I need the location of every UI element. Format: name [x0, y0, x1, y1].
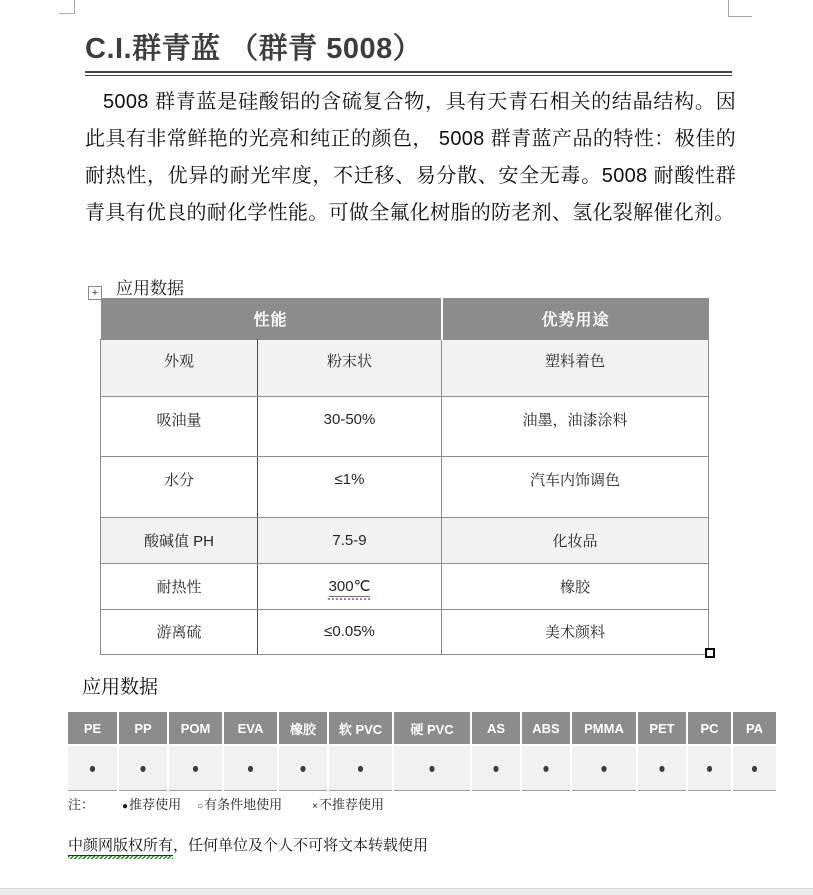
- table-row: [101, 396, 709, 456]
- material-header: POM: [168, 712, 223, 745]
- property-use: 塑料着色: [442, 339, 709, 396]
- recommended-dot-icon: ●: [492, 759, 500, 777]
- property-value: 30-50%: [258, 396, 442, 456]
- table-move-handle-icon[interactable]: +: [88, 286, 102, 300]
- crop-mark-top-left-icon: [59, 0, 75, 14]
- hollow-circle-icon: ○: [197, 801, 204, 812]
- property-value: [258, 563, 442, 609]
- copyright-line: [68, 834, 428, 855]
- material-header: PMMA: [571, 712, 637, 745]
- spellcheck-underlined-value: 300℃: [328, 578, 371, 595]
- page-bottom-margin: [0, 888, 813, 895]
- material-header: 橡胶: [278, 712, 328, 745]
- column-header-use: 优势用途: [442, 298, 709, 339]
- property-name: 游离硫: [101, 609, 258, 654]
- recommended-dot-icon: ●: [356, 759, 365, 777]
- recommended-dot-icon: ●: [658, 759, 666, 777]
- recommended-dot-icon: ●: [88, 759, 97, 777]
- legend-item: [197, 794, 282, 813]
- material-header: 硬 PVC: [393, 712, 471, 745]
- property-name: 酸碱值 PH: [101, 517, 258, 563]
- crop-mark-top-right-icon: [728, 0, 752, 17]
- recommended-dot-icon: ●: [139, 759, 147, 777]
- legend-item: [122, 794, 181, 813]
- recommended-dot-icon: ●: [191, 759, 200, 777]
- cross-mark-icon: ×: [312, 801, 318, 812]
- properties-table: [100, 298, 709, 655]
- rating-cell: [521, 745, 571, 790]
- material-header: EVA: [223, 712, 278, 745]
- property-value: ≤1%: [258, 456, 442, 517]
- material-header: PA: [732, 712, 776, 745]
- rating-cell: [687, 745, 732, 790]
- property-value: 7.5-9: [258, 517, 442, 563]
- page-title: C.I.群青蓝 （群青 5008）: [85, 33, 423, 65]
- title-divider: [85, 71, 732, 76]
- table-row: [101, 456, 709, 517]
- property-use: 油墨，油漆涂料: [442, 396, 709, 456]
- table-row: [101, 563, 709, 609]
- rating-cell: [393, 745, 471, 790]
- property-name: 外观: [101, 339, 258, 396]
- rating-cell: [571, 745, 637, 790]
- rating-cell: [118, 745, 168, 790]
- materials-table: [68, 712, 776, 791]
- legend-item: [312, 794, 384, 813]
- copyright-owner: 中颜网版权所有: [68, 837, 174, 854]
- material-header: PE: [68, 712, 118, 745]
- recommended-dot-icon: ●: [750, 759, 759, 777]
- table-row: [101, 609, 709, 654]
- table-resize-handle[interactable]: [705, 648, 715, 658]
- property-use: 化妆品: [442, 517, 709, 563]
- material-header: PC: [687, 712, 732, 745]
- property-name: 吸油量: [101, 396, 258, 456]
- property-use: 汽车内饰调色: [442, 456, 709, 517]
- properties-table-header-row: [101, 298, 709, 339]
- rating-cell: [471, 745, 521, 790]
- filled-dot-icon: ●: [122, 801, 129, 812]
- recommended-dot-icon: ●: [600, 759, 608, 777]
- recommended-dot-icon: ●: [246, 759, 255, 777]
- property-name: 水分: [101, 456, 258, 517]
- rating-cell: [328, 745, 393, 790]
- table-row: [101, 339, 709, 396]
- rating-cell: [278, 745, 328, 790]
- materials-rating-row: [68, 745, 776, 790]
- recommended-dot-icon: ●: [299, 759, 307, 777]
- material-header: AS: [471, 712, 521, 745]
- rating-cell: [68, 745, 118, 790]
- property-name: 耐热性: [101, 563, 258, 609]
- section1-heading: 应用数据: [116, 279, 184, 298]
- rating-cell: [732, 745, 776, 790]
- legend-text: 有条件地使用: [204, 797, 283, 812]
- legend-text: 不推荐使用: [318, 797, 384, 812]
- legend-text: 推荐使用: [129, 797, 182, 812]
- recommended-dot-icon: ●: [542, 759, 550, 777]
- material-header: ABS: [521, 712, 571, 745]
- property-use: 橡胶: [442, 563, 709, 609]
- rating-cell: [168, 745, 223, 790]
- property-value: 粉末状: [258, 339, 442, 396]
- legend-note: [68, 794, 400, 813]
- rating-cell: [637, 745, 687, 790]
- recommended-dot-icon: ●: [705, 759, 714, 777]
- property-use: 美术颜料: [442, 609, 709, 654]
- rating-cell: [223, 745, 278, 790]
- column-header-property: 性能: [101, 298, 442, 339]
- note-label: 注：: [68, 797, 95, 812]
- materials-header-row: [68, 712, 776, 745]
- table-row: [101, 517, 709, 563]
- property-value: ≤0.05%: [258, 609, 442, 654]
- recommended-dot-icon: ●: [428, 759, 436, 777]
- material-header: PET: [637, 712, 687, 745]
- material-header: PP: [118, 712, 168, 745]
- section2-heading: 应用数据: [82, 677, 159, 698]
- intro-paragraph: 5008 群青蓝是硅酸铝的含硫复合物，具有天青石相关的结晶结构。因此具有非常鲜艳的光亮和纯正的颜色， 5008 群青蓝产品的特性：极佳的耐热性，优异的耐光牢度，不迁移、易分散、安全无毒。5008 耐酸性群青具有优良的耐化学性能。可做全氟化树脂的防老剂、氢化裂解催化剂。: [85, 91, 736, 224]
- copyright-text: ，任何单位及个人不可将文本转载使用: [173, 837, 429, 854]
- material-header: 软 PVC: [328, 712, 393, 745]
